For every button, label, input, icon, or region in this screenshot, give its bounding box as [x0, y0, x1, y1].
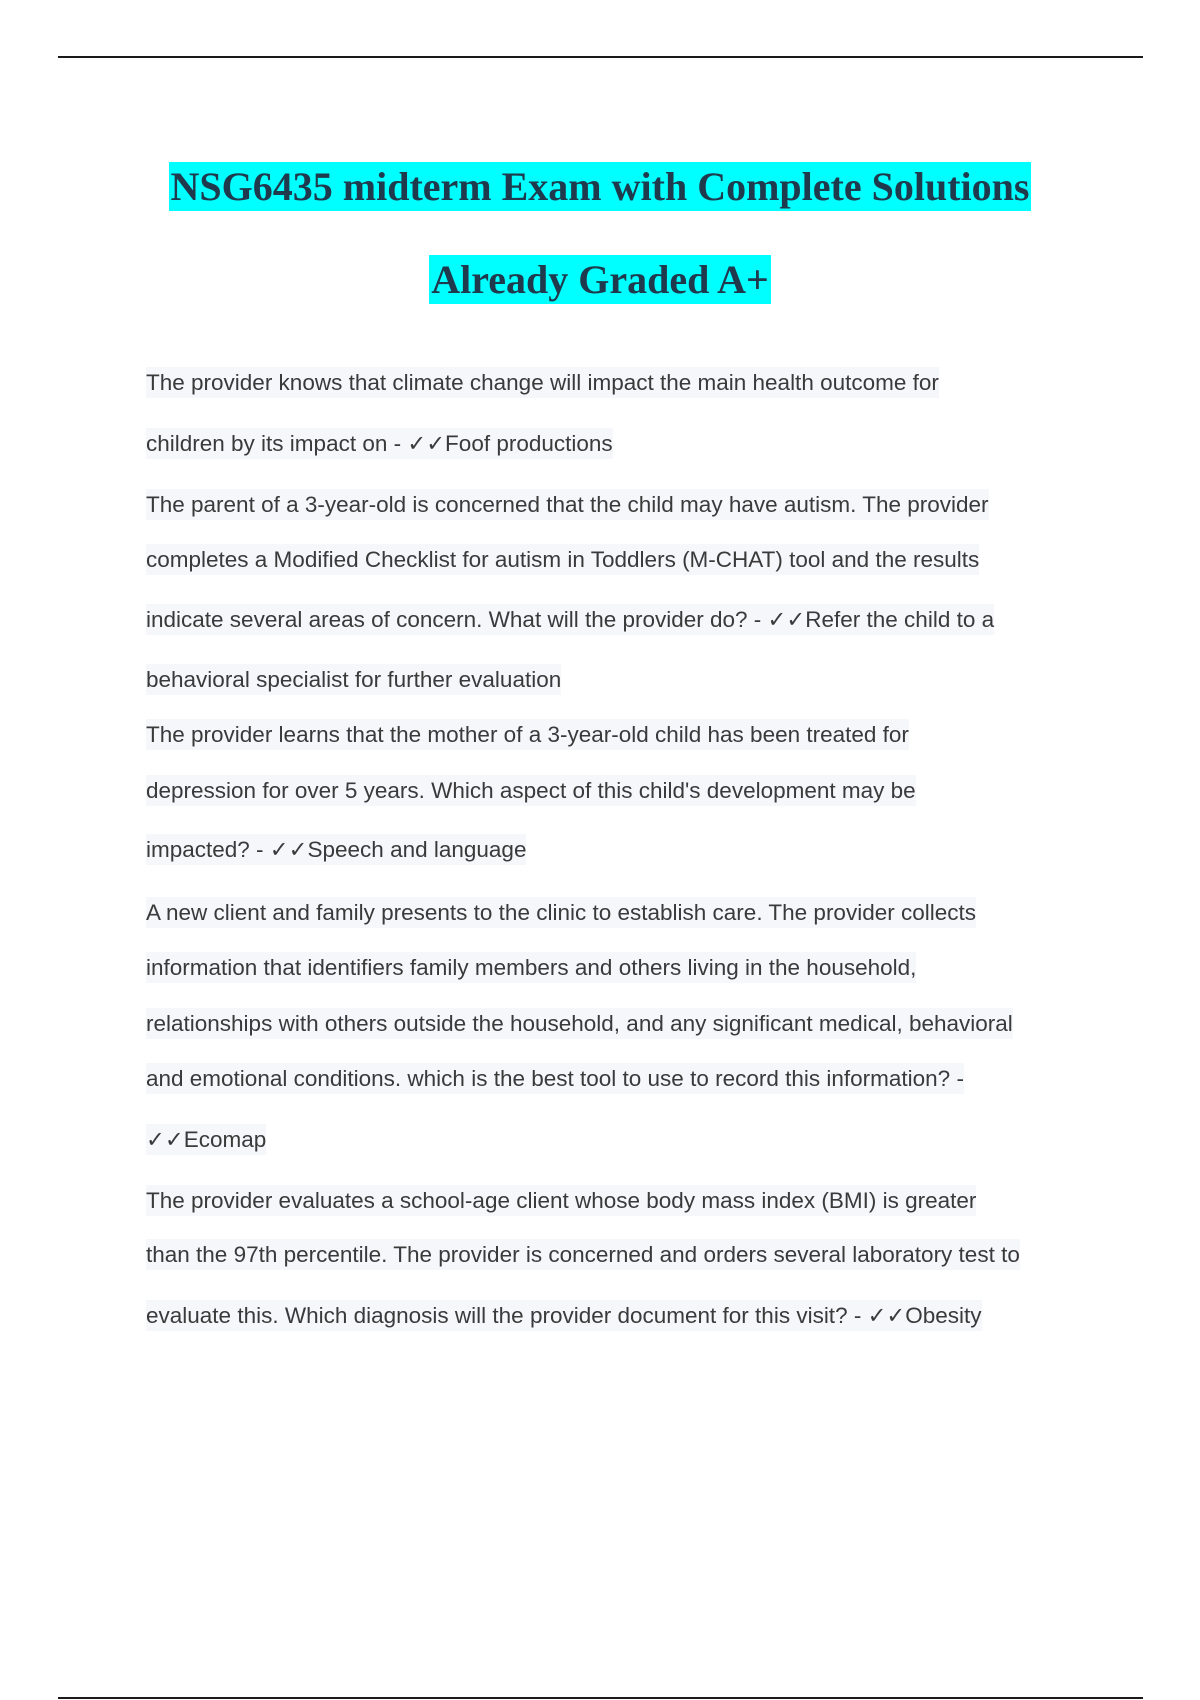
body-line: The provider learns that the mother of a 3-year-old child has been treated for: [146, 722, 1146, 778]
body-line: indicate several areas of concern. What will the provider do? - ✓✓Refer the child to a: [146, 607, 1146, 667]
title-line-2: [0, 233, 1200, 326]
top-rule: [58, 56, 1143, 58]
document-body: [146, 370, 1146, 1359]
body-line: depression for over 5 years. Which aspect of this child's development may be: [146, 778, 1146, 837]
bottom-rule: [58, 1697, 1143, 1699]
body-line: ✓✓Ecomap: [146, 1127, 1146, 1188]
document-title: [0, 140, 1200, 326]
title-text-2: Already Graded A+: [431, 257, 769, 302]
body-line: The provider knows that climate change will impact the main health outcome for: [146, 370, 1146, 431]
body-line: evaluate this. Which diagnosis will the provider document for this visit? - ✓✓Obesity: [146, 1303, 1146, 1359]
body-line: children by its impact on - ✓✓Foof productions: [146, 431, 1146, 492]
title-line-1: [0, 140, 1200, 233]
body-line: A new client and family presents to the clinic to establish care. The provider collects: [146, 900, 1146, 955]
body-line: completes a Modified Checklist for autism in Toddlers (M-CHAT) tool and the results: [146, 547, 1146, 607]
body-line: and emotional conditions. which is the best tool to use to record this information? -: [146, 1066, 1146, 1127]
body-line: than the 97th percentile. The provider is concerned and orders several laboratory test to: [146, 1242, 1146, 1303]
body-line: The provider evaluates a school-age client whose body mass index (BMI) is greater: [146, 1188, 1146, 1242]
body-line: impacted? - ✓✓Speech and language: [146, 837, 1146, 900]
body-line: information that identifiers family members and others living in the household,: [146, 955, 1146, 1011]
body-line: behavioral specialist for further evaluation: [146, 667, 1146, 722]
body-line: The parent of a 3-year-old is concerned that the child may have autism. The provider: [146, 492, 1146, 547]
title-text-1: NSG6435 midterm Exam with Complete Solutions: [170, 164, 1030, 209]
body-line: relationships with others outside the household, and any significant medical, behavioral: [146, 1011, 1146, 1066]
